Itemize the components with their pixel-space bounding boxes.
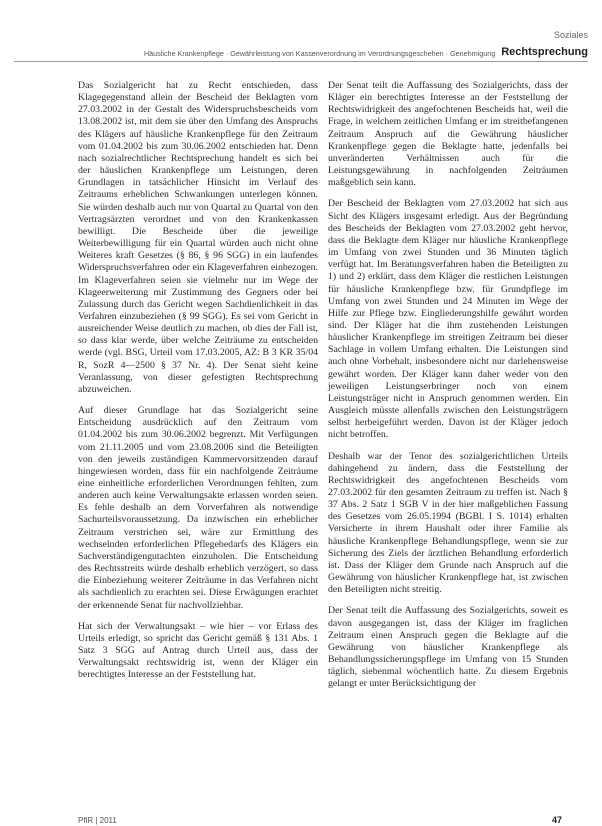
left-column <box>78 80 318 691</box>
right-column <box>328 80 568 700</box>
paragraph: Das Sozialgericht hat zu Recht entschieden, dass Klagegegenstand allein der Bescheid der Beklagten vom 27.03.2002 in der Gestalt des Widerspruchsbescheids vom 13.08.2002 ist, mit dem sie über den Umfang des Anspruchs des Klägers auf häusliche Krankenpflege für den Zeitraum vom 01.04.2002 bis zum 30.06.2002 entschieden hat. Denn nach sozialrechtlicher Rechtsprechung handelt es sich bei der häuslichen Krankenpflege um Leistungen, deren Grundlagen in tatsächlicher Hinsicht im Verlauf des Zeitraums erheblichen Schwankungen unterlegen können. Sie würden deshalb auch nur von Quartal zu Quartal von den Vertragsärzten verordnet und von den Krankenkassen bewilligt. Die Bescheide über die jeweilige Weiterbewilligung für ein Quartal würden auch nicht ohne Weiteres kraft Gesetzes (§ 86, § 96 SGG) in ein laufendes Widerspruchsverfahren oder ein Klageverfahren einbezogen. Im Klageverfahren seien sie vielmehr nur im Wege der Klageerweiterung mit Zustimmung des Gegners oder bei Zulassung durch das Gericht wegen Sachdienlichkeit in das Verfahren einzubeziehen (§ 99 SGG). Es sei vom Gericht in ausreichender Weise deutlich zu machen, ob dies der Fall ist, so dass klar werde, über welche Zeiträume zu entscheiden werde (vgl. BSG, Urteil vom 17.03.2005, AZ: B 3 KR 35/04 R, SozR 4—2500 § 37 Nr. 4). Der Senat sieht keine Veranlassung, von dieser gefestigten Rechtsprechung abzuweichen. <box>78 80 318 395</box>
running-head-line: Häusliche Krankenpflege · Gewährleistung von Kassenverordnung im Verordnungsgeschehen · Genehmigung <box>143 49 496 58</box>
footer-journal: PflR | 2011 <box>78 816 117 825</box>
paragraph: Hat sich der Verwaltungsakt – wie hier – vor Erlass des Urteils erledigt, so spricht das Gericht gemäß § 131 Abs. 1 Satz 3 SGG auf Antrag durch Urteil aus, dass der Verwaltungsakt rechtswidrig ist, wenn der Kläger ein berechtigtes Interesse an der Feststellung hat. <box>78 620 318 681</box>
paragraph: Der Bescheid der Beklagten vom 27.03.2002 hat sich aus Sicht des Klägers insgesamt erledigt. Aus der Begründung des Bescheids der Beklagten vom 27.03.2002 geht hervor, dass die Beklagte dem Kläger nur häusliche Krankenpflege im Umfang von zwei Stunden und 36 Minuten täglich verfügt hat. Im Beratungsverfahren haben die Beteiligten zu 1) und 2) erklärt, dass dem Kläger die restlichen Leistungen für häusliche Krankenpflege bzw. für Grundpflege im Umfang von zwei Stunden und 24 Minuten im Wege der Hilfe zur Pflege bzw. Eingliederungshilfe gewährt worden sind. Der Kläger hat die ihm zustehenden Leistungen häuslicher Krankenpflege im streitigen Zeitraum bei dieser Sachlage in vollem Umfang erhalten. Die Leistungen sind auch ohne Vorbehalt, insbesondere nicht nur darlehensweise gewährt worden. Der Kläger kann daher weder von den jeweiligen Leistungserbringer noch von einem Leistungsträger nicht in Anspruch genommen werden. Ein Ausgleich müsste allenfalls zwischen den Leistungsträgern selbst herbeigeführt werden. Davon ist der Kläger jedoch nicht betroffen. <box>328 198 568 441</box>
running-header <box>14 44 588 58</box>
page-number: 47 <box>551 815 562 825</box>
paragraph: Der Senat teilt die Auffassung des Sozialgerichts, dass der Kläger ein berechtigtes Interesse an der Feststellung der Rechtswidrigkeit des angefochtenen Bescheids hat, weil die Frage, in welchem zeitlichen Umfang er im streitbefangenen Zeitraum Anspruch auf die Gewährung häuslicher Krankenpflege gegen die Beklagte hatte, jedenfalls bei unveränderten Verhältnissen auch für die Leistungsgewährung in nachfolgenden Zeiträumen maßgeblich sein kann. <box>328 80 568 189</box>
header-rule <box>14 61 588 62</box>
paragraph: Der Senat teilt die Auffassung des Sozialgerichts, soweit es davon ausgegangen ist, dass der Kläger im fraglichen Zeitraum einen Anspruch gegen die Beklagte auf die Gewährung von häuslicher Krankenpflege als Behandlungssicherungspflege im Umfang von 15 Stunden täglich, siebenmal wöchentlich hatte. Zu diesem Ergebnis gelangt er unter Berücksichtigung der <box>328 605 568 690</box>
paragraph: Auf dieser Grundlage hat das Sozialgericht seine Entscheidung ausdrücklich auf den Zeitraum vom 01.04.2002 bis zum 30.06.2002 begrenzt. Mit Verfügungen vom 21.11.2005 und vom 23.08.2006 sind die Beteiligten von den jeweils zuständigen Kammervorsitzenden darauf hingewiesen worden, dass für ein nachfolgende Zeiträume eine einheitliche erforderlichen Verordnungen fehlten, zum anderen auch keine Verwaltungsakte erlassen worden seien. Es fehle deshalb an dem Vorverfahren als notwendige Sachurteilsvoraussetzung. Da inzwischen ein erheblicher Zeitraum verstrichen sei, wäre zur Ermittlung des wechselnden erforderlichen Pflegebedarfs des Klägers ein Sachverständigengutachten einzuholen. Die Entscheidung des Rechtsstreits würde deshalb erheblich verzögert, so dass die Einbeziehung weiterer Zeiträume in das Verfahren nicht als sachdienlich zu erachten sei. Diese Erwägungen erachtet der erkennende Senat für nachvollziehbar. <box>78 405 318 611</box>
paragraph: Deshalb war der Tenor des sozialgerichtlichen Urteils dahingehend zu ändern, dass die Feststellung der Rechtswidrigkeit des angefochtenen Bescheids vom 27.03.2002 für den gesamten Zeitraum zu treffen ist. Nach § 37 Abs. 2 Satz 1 SGB V in der hier maßgeblichen Fassung des Gesetzes vom 26.05.1994 (BGBl. I S. 1014) erhalten Versicherte in ihrem Haushalt oder ihrer Familie als häusliche Krankenpflege Behandlungspflege, wenn sie zur Sicherung des Ziels der ärztlichen Behandlung erforderlich ist. Dass der Kläger dem Grunde nach Anspruch auf die Gewährung von häuslicher Krankenpflege hat, ist zwischen den Beteiligten nicht streitig. <box>328 450 568 596</box>
section-title: Rechtsprechung <box>501 46 588 58</box>
section-tag: Soziales <box>553 30 588 40</box>
